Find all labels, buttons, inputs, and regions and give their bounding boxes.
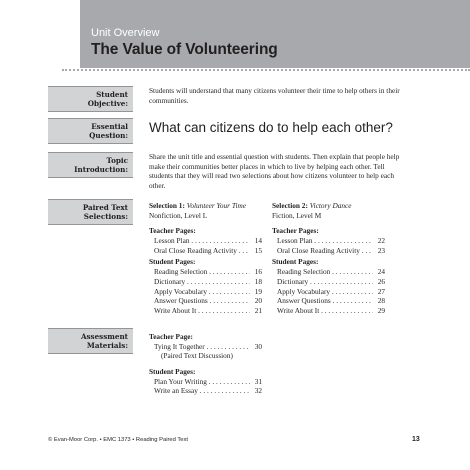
list-item: Answer Questions . . . 20: [149, 296, 262, 306]
list-item: Write About It . . . 29: [272, 306, 385, 316]
list-item: Tying It Together . . . 30: [149, 342, 262, 352]
assessment-student-label: Student Pages:: [149, 366, 196, 376]
list-item: Reading Selection . . . 24: [272, 267, 385, 277]
list-item: Reading Selection . . . 16: [149, 267, 262, 277]
list-item: Plan Your Writing . . . 31: [149, 377, 262, 387]
list-item: Answer Questions . . . 28: [272, 296, 385, 306]
list-item: Oral Close Reading Activity . . . 23: [272, 246, 385, 256]
list-item: Dictionary . . . 26: [272, 277, 385, 287]
unit-header: [80, 0, 470, 68]
unit-eyebrow: Unit Overview: [91, 27, 160, 39]
assessment-materials: [149, 332, 262, 396]
selection-2: Selection 2: Victory Dance Fiction, Level M Teacher Pages: Lesson Plan . . . 22 Oral Close Reading Activity . . . 23 Student Pages: Reading Selection . . . 24 Dictionary . . . 26 Apply Vocabulary . . . 27 Answer Questions . . . 28 Write About It . . . 29: [272, 201, 385, 316]
list-item: Write an Essay . . . 32: [149, 386, 262, 396]
selection-1-genre: Nonfiction, Level L: [149, 210, 208, 220]
selection-1-student-label: Student Pages:: [149, 257, 196, 267]
paired-label: Paired Text Selections:: [48, 199, 133, 225]
objective-text: Students will understand that many citizens volunteer their time to help others in their communities.: [149, 86, 400, 105]
topic-text: Share the unit title and essential question with students. Then explain that people help make their communities better places in which to live by helping each other. Tell students that they will read two selections about how citizens volunteer to help each other.: [149, 152, 400, 190]
essential-question-text: What can citizens do to help each other?: [149, 120, 393, 135]
assessment-label: Assessment Materials:: [48, 328, 133, 354]
footer-copyright: © Evan-Moor Corp. • EMC 1373 • Reading Paired Text: [48, 437, 189, 443]
assessment-teacher-note: (Paired Text Discussion): [161, 351, 233, 361]
list-item: Apply Vocabulary . . . 27: [272, 287, 385, 297]
selection-2-title: Victory Dance: [309, 201, 352, 210]
selection-1-title: Volunteer Your Time: [186, 201, 247, 210]
assessment-teacher-label: Teacher Page:: [149, 332, 193, 341]
page-number: 13: [412, 436, 420, 443]
topic-label: Topic Introduction:: [48, 152, 133, 178]
header-divider: [62, 69, 470, 71]
page-title: The Value of Volunteering: [91, 41, 278, 58]
objective-label: Student Objective:: [48, 86, 133, 112]
list-item: Lesson Plan . . . 22: [272, 236, 385, 246]
list-item: Write About It . . . 21: [149, 306, 262, 316]
list-item: Dictionary . . . 18: [149, 277, 262, 287]
question-label: Essential Question:: [48, 118, 133, 144]
list-item: Apply Vocabulary . . . 19: [149, 287, 262, 297]
selection-1-teacher-label: Teacher Pages:: [149, 226, 196, 236]
list-item: Oral Close Reading Activity . . . 15: [149, 246, 262, 256]
selection-2-student-label: Student Pages:: [272, 257, 319, 267]
selection-2-teacher-label: Teacher Pages:: [272, 226, 319, 236]
selection-1: Selection 1: Volunteer Your Time Nonfiction, Level L Teacher Pages: Lesson Plan . . . 14 Oral Close Reading Activity . . . 15 Student Pages: Reading Selection . . . 16 Dictionary . . . 18 Apply Vocabulary . . . 19 Answer Questions . . . 20 Write About It . . . 21: [149, 201, 262, 316]
selection-2-genre: Fiction, Level M: [272, 210, 322, 220]
list-item: Lesson Plan . . . 14: [149, 236, 262, 246]
